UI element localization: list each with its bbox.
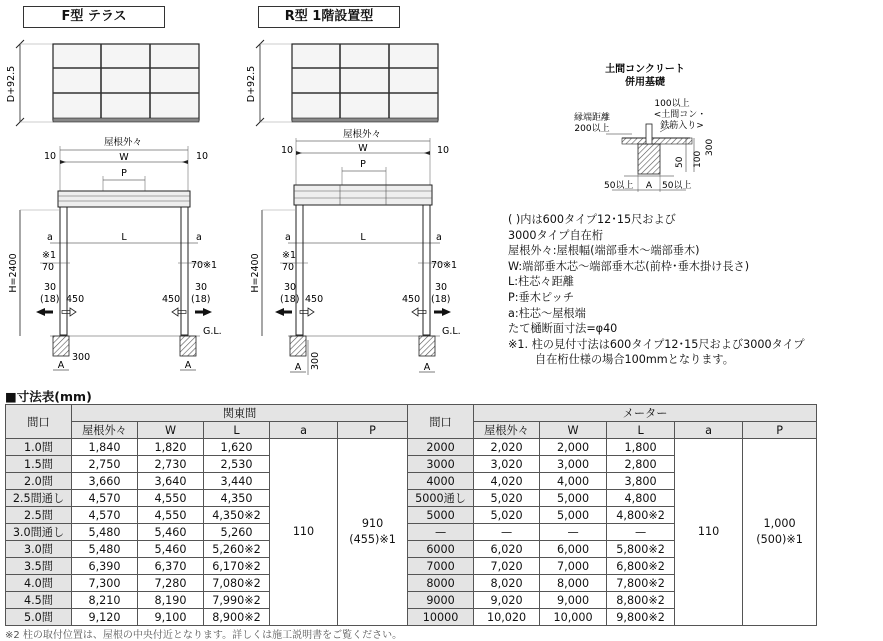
meter-maguchi-cell: 5000通し: [408, 490, 474, 507]
r-18-left: (18): [280, 294, 300, 305]
r-elevation-view: [250, 128, 461, 375]
meter-maguchi-cell: 10000: [408, 609, 474, 626]
f-ten-right: 10: [196, 151, 209, 162]
meter-value-cell: 5,020: [474, 490, 540, 507]
r-arrow-left: [275, 308, 284, 316]
subheader: L: [607, 422, 675, 439]
meter-value-cell: 3,000: [540, 456, 607, 473]
f-ten-left: 10: [44, 151, 57, 162]
kanto-value-cell: 7,990※2: [204, 592, 270, 609]
meter-value-cell: 9,000: [540, 592, 607, 609]
kanto-maguchi-cell: 4.0間: [6, 575, 72, 592]
meter-value-cell: —: [607, 524, 675, 541]
kanto-value-cell: 2,730: [138, 456, 204, 473]
meter-maguchi-cell: 4000: [408, 473, 474, 490]
header-kanto: 関東間: [72, 405, 408, 422]
legend-item: 3000タイプ自在桁: [508, 228, 604, 242]
table-body: [6, 439, 817, 626]
f-plan-view: [6, 40, 199, 126]
kanto-value-cell: 8,190: [138, 592, 204, 609]
meter-value-cell: 6,800※2: [607, 558, 675, 575]
r-70-left: 70: [282, 262, 295, 273]
meter-value-cell: 4,000: [540, 473, 607, 490]
f-450-left: 450: [66, 294, 85, 305]
foundation-300: 300: [705, 138, 715, 156]
f-70-right: 70※1: [191, 260, 218, 271]
legend-item: P:垂木ピッチ: [508, 290, 575, 304]
legend-item: L:柱芯々距離: [508, 275, 574, 289]
kanto-value-cell: 1,840: [72, 439, 138, 456]
foundation-min-2: <土間コン・: [653, 110, 707, 120]
f-70-left: 70: [42, 262, 55, 273]
meter-value-cell: 10,020: [474, 609, 540, 626]
f-arrow-left: [36, 308, 45, 316]
kanto-value-cell: 4,570: [72, 507, 138, 524]
legend-item: たて樋断面寸法=φ40: [508, 322, 618, 336]
meter-value-cell: 6,000: [540, 541, 607, 558]
kanto-value-cell: 5,480: [72, 524, 138, 541]
meter-value-cell: 5,800※2: [607, 541, 675, 558]
kanto-maguchi-cell: 2.5間: [6, 507, 72, 524]
foundation-100: 100: [693, 150, 703, 168]
r-a-foot-left: A: [294, 362, 302, 373]
r-depth-label: D+92.5: [246, 65, 257, 103]
r-18-right: (18): [431, 294, 451, 305]
f-depth-label: D+92.5: [6, 65, 17, 103]
meter-value-cell: 4,800※2: [607, 507, 675, 524]
kanto-maguchi-cell: 5.0間: [6, 609, 72, 626]
foundation-title-2: 併用基礎: [625, 77, 665, 88]
kanto-p-value: 910: [361, 517, 384, 530]
foundation-edge-1: 縁端距離: [573, 113, 611, 123]
meter-value-cell: 9,800※2: [607, 609, 675, 626]
kanto-value-cell: 6,370: [138, 558, 204, 575]
kanto-maguchi-cell: 2.0間: [6, 473, 72, 490]
meter-maguchi-cell: 5000: [408, 507, 474, 524]
foundation-left: 50以上: [604, 181, 634, 191]
meter-maguchi-cell: 2000: [408, 439, 474, 456]
table-row: [6, 439, 817, 456]
meter-value-cell: 10,000: [540, 609, 607, 626]
foundation-50: 50: [675, 156, 685, 168]
f-a-foot-left: A: [57, 360, 65, 371]
f-a-left: a: [47, 232, 53, 243]
kanto-maguchi-cell: 4.5間: [6, 592, 72, 609]
header-maguchi: 間口: [408, 405, 474, 439]
f-18-right: (18): [191, 294, 211, 305]
meter-value-cell: 4,020: [474, 473, 540, 490]
subheader: L: [204, 422, 270, 439]
meter-value-cell: 3,800: [607, 473, 675, 490]
kanto-value-cell: 1,820: [138, 439, 204, 456]
r-plan-view: [246, 40, 438, 126]
meter-maguchi-cell: 8000: [408, 575, 474, 592]
kanto-value-cell: 5,260: [204, 524, 270, 541]
kanto-value-cell: 7,080※2: [204, 575, 270, 592]
kanto-value-cell: 5,260※2: [204, 541, 270, 558]
subheader: W: [138, 422, 204, 439]
kanto-value-cell: 4,570: [72, 490, 138, 507]
f-300-label: 300: [72, 352, 91, 363]
meter-value-cell: 5,020: [474, 507, 540, 524]
kanto-value-cell: 4,350: [204, 490, 270, 507]
kanto-value-cell: 2,750: [72, 456, 138, 473]
kanto-maguchi-cell: 1.0間: [6, 439, 72, 456]
kanto-value-cell: 2,530: [204, 456, 270, 473]
f-a-foot-right: A: [184, 360, 192, 371]
kanto-value-cell: 3,660: [72, 473, 138, 490]
legend-item: ( )内は600タイプ12･15尺および: [508, 213, 676, 226]
meter-value-cell: 5,000: [540, 490, 607, 507]
kanto-maguchi-cell: 3.0間: [6, 541, 72, 558]
foundation-min-1: 100以上: [654, 99, 690, 109]
f-p-label: P: [121, 168, 127, 179]
f-arrow-right: [203, 308, 212, 316]
meter-value-cell: 7,000: [540, 558, 607, 575]
f-w-label: W: [119, 152, 129, 163]
r-type-title: R型 1階設置型: [258, 6, 400, 28]
foundation-right: 50以上: [662, 181, 692, 191]
meter-p-cell: [743, 439, 817, 626]
subheader: 屋根外々: [72, 422, 138, 439]
meter-value-cell: 9,020: [474, 592, 540, 609]
f-elevation-view: [8, 136, 222, 371]
r-a-right: a: [436, 232, 442, 243]
meter-p-note: (500)※1: [756, 533, 803, 546]
kanto-value-cell: 4,550: [138, 507, 204, 524]
f-note1-left: ※1: [42, 250, 57, 261]
meter-value-cell: 8,020: [474, 575, 540, 592]
meter-value-cell: 8,000: [540, 575, 607, 592]
meter-maguchi-cell: —: [408, 524, 474, 541]
legend-item: 自在桁仕様の場合100mmとなります。: [535, 353, 734, 367]
f-a-right: a: [196, 232, 202, 243]
r-30-right: 30: [435, 282, 448, 293]
foundation-min-3: 鉄筋入り>: [660, 121, 704, 131]
f-type-title: F型 テラス: [23, 6, 165, 28]
subheader: W: [540, 422, 607, 439]
legend-item: W:端部垂木芯～端部垂木芯(前枠･垂木掛け長さ): [508, 259, 750, 273]
meter-value-cell: 2,800: [607, 456, 675, 473]
dimension-table: [5, 404, 817, 626]
meter-value-cell: —: [540, 524, 607, 541]
meter-value-cell: —: [474, 524, 540, 541]
f-30-left: 30: [44, 282, 57, 293]
header-maguchi: 間口: [6, 405, 72, 439]
r-70-right: 70※1: [431, 260, 458, 271]
meter-maguchi-cell: 9000: [408, 592, 474, 609]
r-w-label: W: [358, 143, 368, 154]
meter-value-cell: 8,800※2: [607, 592, 675, 609]
meter-a-cell: 110: [675, 439, 743, 626]
kanto-value-cell: 7,280: [138, 575, 204, 592]
kanto-value-cell: 9,120: [72, 609, 138, 626]
r-ten-right: 10: [437, 145, 450, 156]
section-title: ■寸法表(mm): [5, 389, 92, 404]
meter-value-cell: 4,800: [607, 490, 675, 507]
kanto-maguchi-cell: 3.0間通し: [6, 524, 72, 541]
foundation-edge-2: 200以上: [574, 124, 610, 134]
r-a-foot-right: A: [423, 362, 431, 373]
meter-value-cell: 6,020: [474, 541, 540, 558]
r-arrow-right: [442, 308, 451, 316]
f-roof-outer-label: 屋根外々: [103, 137, 143, 148]
subheader: a: [270, 422, 338, 439]
kanto-value-cell: 6,390: [72, 558, 138, 575]
foundation-a: A: [645, 181, 653, 191]
r-a-left: a: [285, 232, 291, 243]
r-450-left: 450: [305, 294, 324, 305]
f-height-label: H=2400: [8, 253, 19, 293]
kanto-value-cell: 3,440: [204, 473, 270, 490]
meter-maguchi-cell: 7000: [408, 558, 474, 575]
r-450-right: 450: [402, 294, 421, 305]
foundation-detail: [574, 62, 715, 192]
r-note1-left: ※1: [282, 250, 297, 261]
subheader: a: [675, 422, 743, 439]
f-l-label: L: [121, 232, 127, 243]
kanto-maguchi-cell: 2.5間通し: [6, 490, 72, 507]
subheader: P: [338, 422, 408, 439]
r-p-label: P: [360, 159, 366, 170]
meter-value-cell: 2,020: [474, 439, 540, 456]
meter-value-cell: 3,020: [474, 456, 540, 473]
meter-value-cell: 7,800※2: [607, 575, 675, 592]
kanto-p-note: (455)※1: [349, 533, 396, 546]
footnote: ※2 柱の取付位置は、屋根の中央付近となります。詳しくは施工説明書をご覧ください。: [5, 630, 403, 641]
kanto-maguchi-cell: 3.5間: [6, 558, 72, 575]
kanto-value-cell: 3,640: [138, 473, 204, 490]
r-gl-label: G.L.: [442, 326, 461, 337]
r-30-left: 30: [284, 282, 297, 293]
kanto-value-cell: 6,170※2: [204, 558, 270, 575]
kanto-value-cell: 4,550: [138, 490, 204, 507]
f-450-right: 450: [162, 294, 181, 305]
f-30-right: 30: [195, 282, 208, 293]
kanto-value-cell: 5,480: [72, 541, 138, 558]
kanto-a-cell: 110: [270, 439, 338, 626]
meter-maguchi-cell: 6000: [408, 541, 474, 558]
legend-item: ※1. 柱の見付寸法は600タイプ12･15尺および3000タイプ: [508, 337, 805, 351]
legend-item: 屋根外々:屋根幅(端部垂木～端部垂木): [508, 244, 700, 258]
r-roof-outer-label: 屋根外々: [342, 129, 382, 140]
kanto-value-cell: 5,460: [138, 524, 204, 541]
kanto-p-cell: [338, 439, 408, 626]
kanto-maguchi-cell: 1.5間: [6, 456, 72, 473]
r-300-label: 300: [310, 351, 321, 370]
legend-item: a:柱芯～屋根端: [508, 306, 586, 320]
kanto-value-cell: 5,460: [138, 541, 204, 558]
kanto-value-cell: 4,350※2: [204, 507, 270, 524]
header-meter: メーター: [474, 405, 817, 422]
kanto-value-cell: 8,210: [72, 592, 138, 609]
f-18-left: (18): [40, 294, 60, 305]
subheader: 屋根外々: [474, 422, 540, 439]
legend: [508, 212, 805, 368]
f-gl-label: G.L.: [203, 326, 222, 337]
r-height-label: H=2400: [250, 253, 261, 293]
kanto-value-cell: 7,300: [72, 575, 138, 592]
meter-p-value: 1,000: [763, 517, 796, 530]
meter-value-cell: 7,020: [474, 558, 540, 575]
r-l-label: L: [360, 232, 366, 243]
meter-maguchi-cell: 3000: [408, 456, 474, 473]
kanto-value-cell: 1,620: [204, 439, 270, 456]
foundation-title-1: 土間コンクリート: [605, 64, 685, 75]
meter-value-cell: 5,000: [540, 507, 607, 524]
kanto-value-cell: 8,900※2: [204, 609, 270, 626]
meter-value-cell: 1,800: [607, 439, 675, 456]
meter-value-cell: 2,000: [540, 439, 607, 456]
subheader: P: [743, 422, 817, 439]
r-ten-left: 10: [281, 145, 294, 156]
kanto-value-cell: 9,100: [138, 609, 204, 626]
